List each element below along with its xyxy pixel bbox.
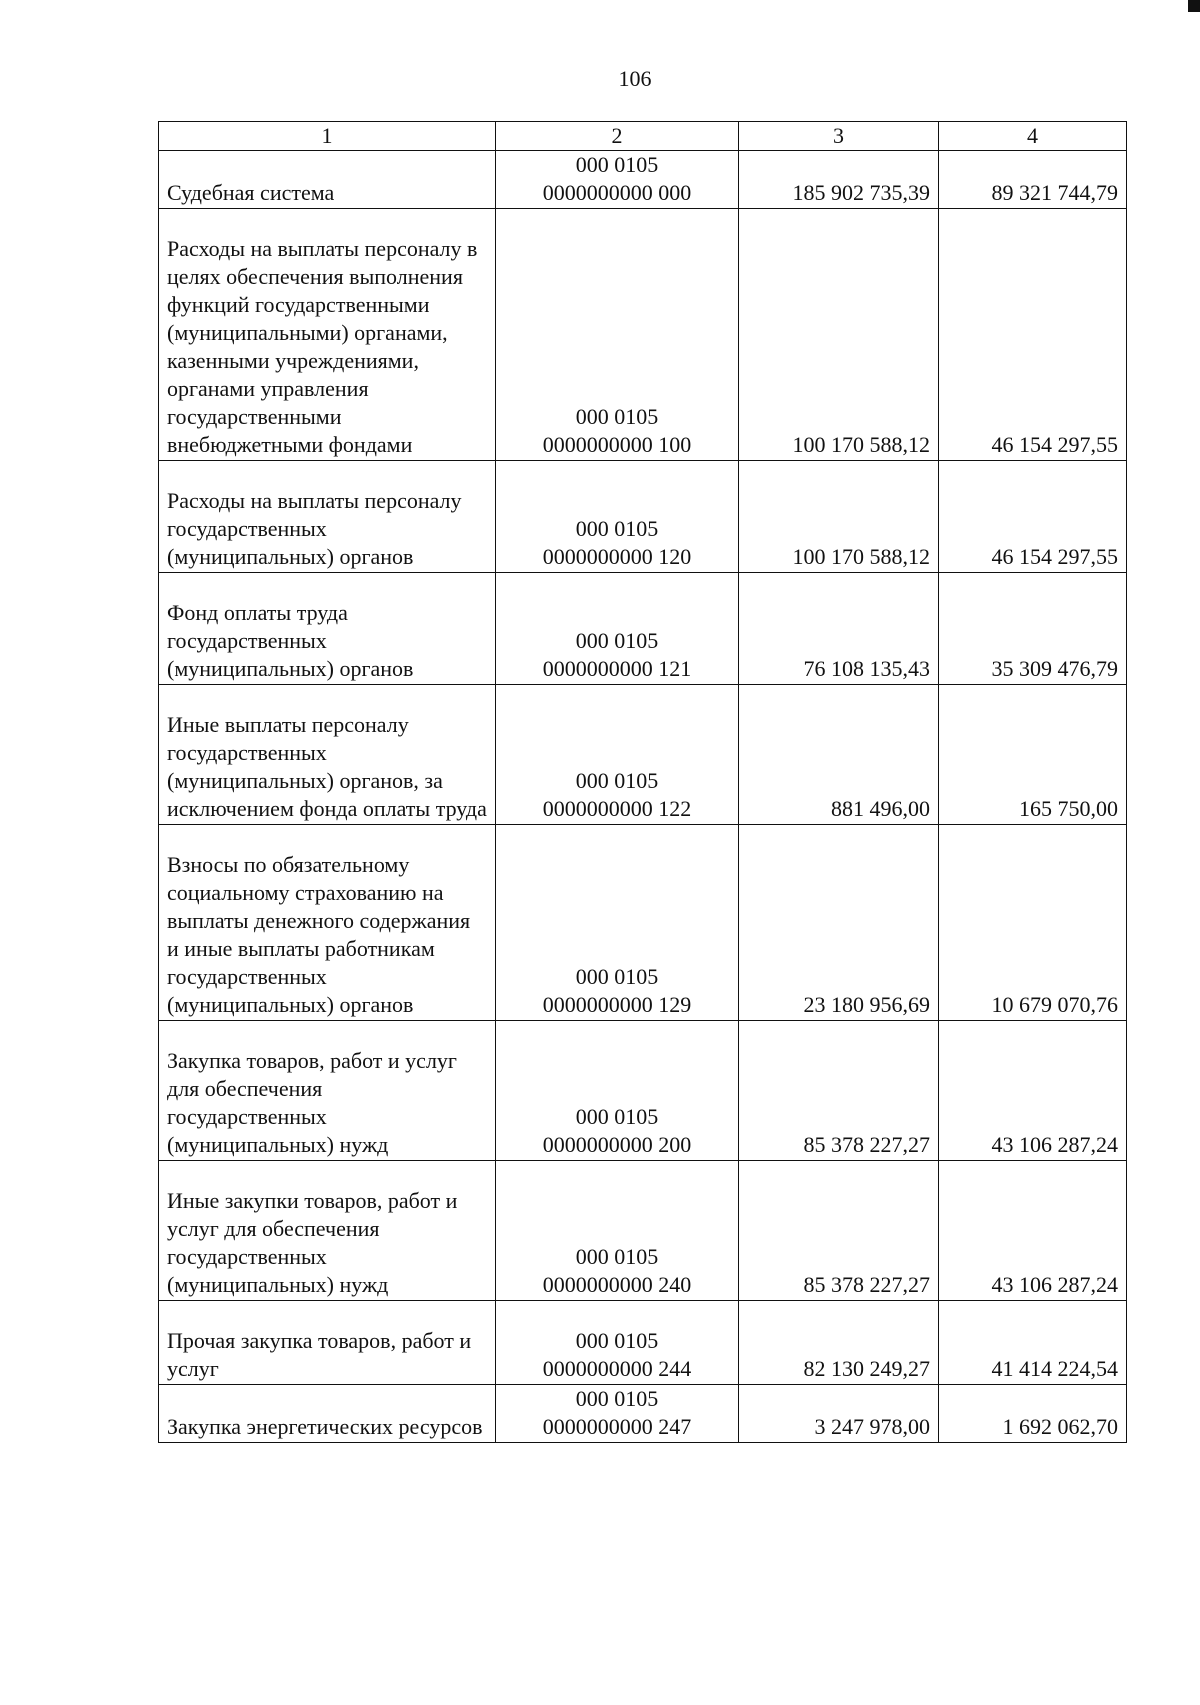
row-col3: 85 378 227,27 (739, 1161, 939, 1301)
row-col4: 35 309 476,79 (939, 573, 1127, 685)
code-line-2: 0000000000 247 (542, 1414, 692, 1439)
page-number: 106 (618, 66, 652, 91)
row-col4: 43 106 287,24 (939, 1161, 1127, 1301)
code-line-1: 000 0105 (575, 1386, 659, 1411)
row-col3: 23 180 956,69 (739, 825, 939, 1021)
code-line-1: 000 0105 (575, 964, 659, 989)
row-name: Судебная система (159, 151, 496, 209)
column-header-1: 1 (159, 122, 496, 151)
budget-table (158, 121, 1127, 1443)
column-header-3: 3 (739, 122, 939, 151)
table-row (159, 1161, 1127, 1301)
row-code (496, 151, 739, 209)
code-line-1: 000 0105 (575, 516, 659, 541)
header-row (159, 122, 1127, 151)
row-col3: 100 170 588,12 (739, 209, 939, 461)
row-code (496, 1021, 739, 1161)
column-header-4: 4 (939, 122, 1127, 151)
code-line-2: 0000000000 000 (542, 180, 692, 205)
code-line-2: 0000000000 122 (542, 796, 692, 821)
row-code (496, 825, 739, 1021)
row-code (496, 1385, 739, 1443)
row-col4: 1 692 062,70 (939, 1385, 1127, 1443)
code-line-1: 000 0105 (575, 628, 659, 653)
row-col4: 41 414 224,54 (939, 1301, 1127, 1385)
row-name: Фонд оплаты труда государственных (муниципальных) органов (159, 573, 496, 685)
code-line-2: 0000000000 129 (542, 992, 692, 1017)
row-code (496, 685, 739, 825)
column-header-2: 2 (496, 122, 739, 151)
row-col4: 89 321 744,79 (939, 151, 1127, 209)
row-col3: 881 496,00 (739, 685, 939, 825)
table-row (159, 1021, 1127, 1161)
row-code (496, 209, 739, 461)
row-col3: 76 108 135,43 (739, 573, 939, 685)
row-name: Иные выплаты персоналу государственных (муниципальных) органов, за исключением фонда оплаты труда (159, 685, 496, 825)
row-col4: 165 750,00 (939, 685, 1127, 825)
row-col3: 3 247 978,00 (739, 1385, 939, 1443)
row-col4: 10 679 070,76 (939, 825, 1127, 1021)
table-row (159, 825, 1127, 1021)
row-name: Расходы на выплаты персоналу государственных (муниципальных) органов (159, 461, 496, 573)
table-row (159, 1385, 1127, 1443)
code-line-2: 0000000000 244 (542, 1356, 692, 1381)
table-row (159, 573, 1127, 685)
code-line-2: 0000000000 121 (542, 656, 692, 681)
table-row (159, 685, 1127, 825)
code-line-2: 0000000000 200 (542, 1132, 692, 1157)
code-line-2: 0000000000 120 (542, 544, 692, 569)
row-col3: 100 170 588,12 (739, 461, 939, 573)
row-col4: 43 106 287,24 (939, 1021, 1127, 1161)
row-code (496, 1161, 739, 1301)
table-row (159, 461, 1127, 573)
code-line-1: 000 0105 (575, 152, 659, 177)
row-col3: 82 130 249,27 (739, 1301, 939, 1385)
row-code (496, 1301, 739, 1385)
code-line-1: 000 0105 (575, 1244, 659, 1269)
row-name: Взносы по обязательному социальному страхованию на выплаты денежного содержания и иные выплаты работникам государственных (муниципальных) органов (159, 825, 496, 1021)
row-col3: 85 378 227,27 (739, 1021, 939, 1161)
row-code (496, 461, 739, 573)
table-row (159, 1301, 1127, 1385)
table-row (159, 209, 1127, 461)
code-line-1: 000 0105 (575, 1104, 659, 1129)
row-name: Закупка энергетических ресурсов (159, 1385, 496, 1443)
row-name: Расходы на выплаты персоналу в целях обеспечения выполнения функций государственными (муниципальными) органами, казенными учреждениями, органами управления государственными внебюджетными фондами (159, 209, 496, 461)
row-code (496, 573, 739, 685)
scan-mark (1188, 0, 1200, 12)
row-name: Закупка товаров, работ и услуг для обеспечения государственных (муниципальных) нужд (159, 1021, 496, 1161)
row-name: Иные закупки товаров, работ и услуг для обеспечения государственных (муниципальных) нужд (159, 1161, 496, 1301)
code-line-1: 000 0105 (575, 1328, 659, 1353)
row-col4: 46 154 297,55 (939, 461, 1127, 573)
code-line-1: 000 0105 (575, 404, 659, 429)
table-row (159, 151, 1127, 209)
code-line-2: 0000000000 240 (542, 1272, 692, 1297)
row-name: Прочая закупка товаров, работ и услуг (159, 1301, 496, 1385)
code-line-2: 0000000000 100 (542, 432, 692, 457)
row-col3: 185 902 735,39 (739, 151, 939, 209)
code-line-1: 000 0105 (575, 768, 659, 793)
row-col4: 46 154 297,55 (939, 209, 1127, 461)
